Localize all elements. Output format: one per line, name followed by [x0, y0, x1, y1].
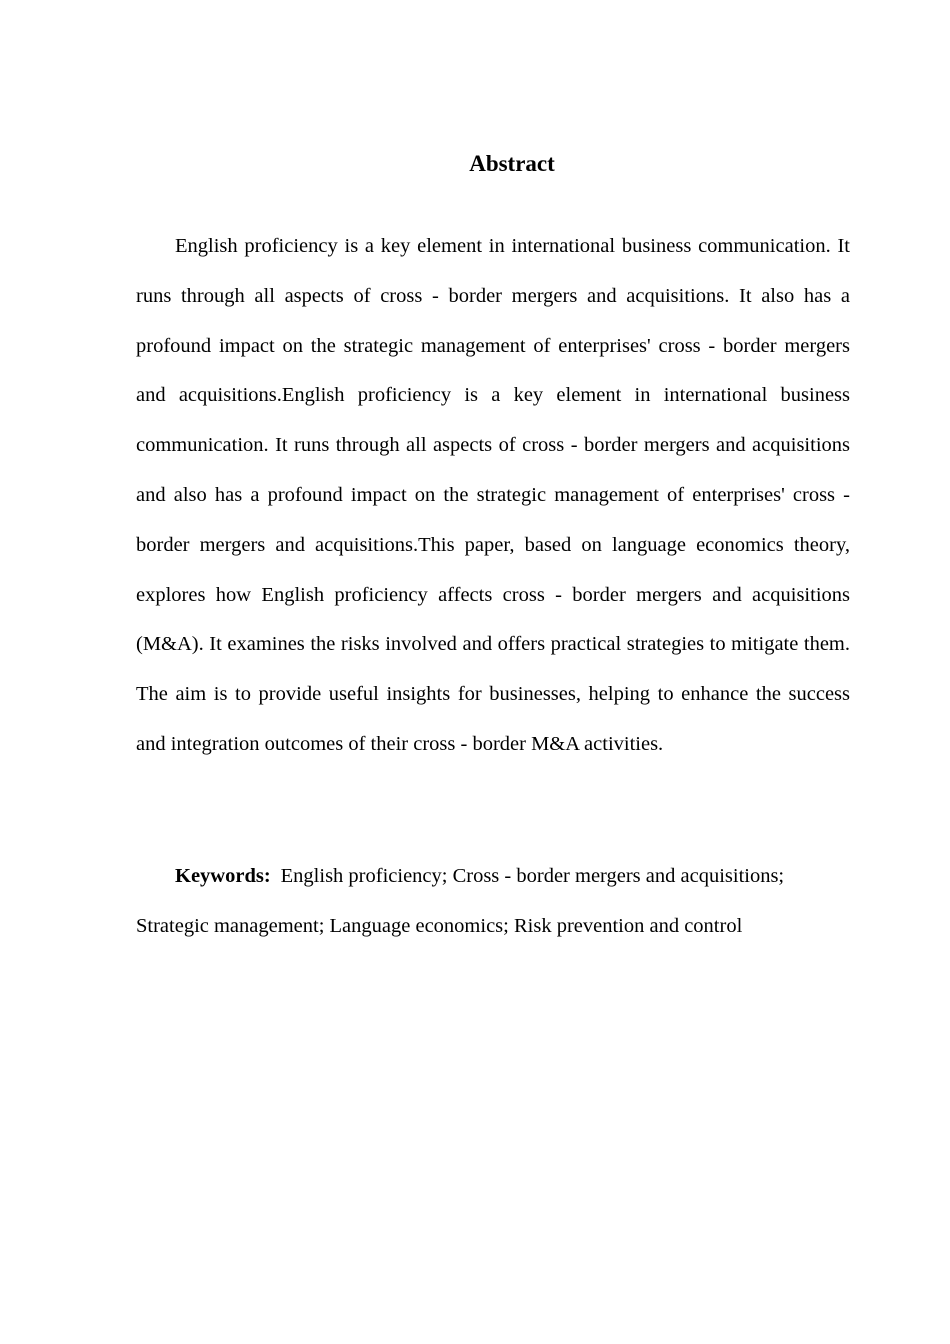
keywords-label: Keywords:	[175, 865, 271, 887]
abstract-title: Abstract	[469, 151, 555, 176]
keywords-paragraph	[136, 851, 850, 951]
abstract-body: English proficiency is a key element in international business communication. It runs through all aspects of cross - border mergers and acquisitions. It also has a profound impact on the strategic management of enterprises' cross - border mergers and acquisitions.English proficiency is a key element in international business communication. It runs through all aspects of cross - border mergers and acquisitions and also has a profound impact on the strategic management of enterprises' cross - border mergers and acquisitions.This paper, based on language economics theory, explores how English proficiency affects cross - border mergers and acquisitions (M&A). It examines the risks involved and offers practical strategies to mitigate them. The aim is to provide useful insights for businesses, helping to enhance the success and integration outcomes of their cross - border M&A activities.	[136, 235, 850, 755]
keywords-text: English proficiency; Cross - border mergers and acquisitions; Strategic management; Language economics; Risk prevention and control	[136, 865, 785, 937]
